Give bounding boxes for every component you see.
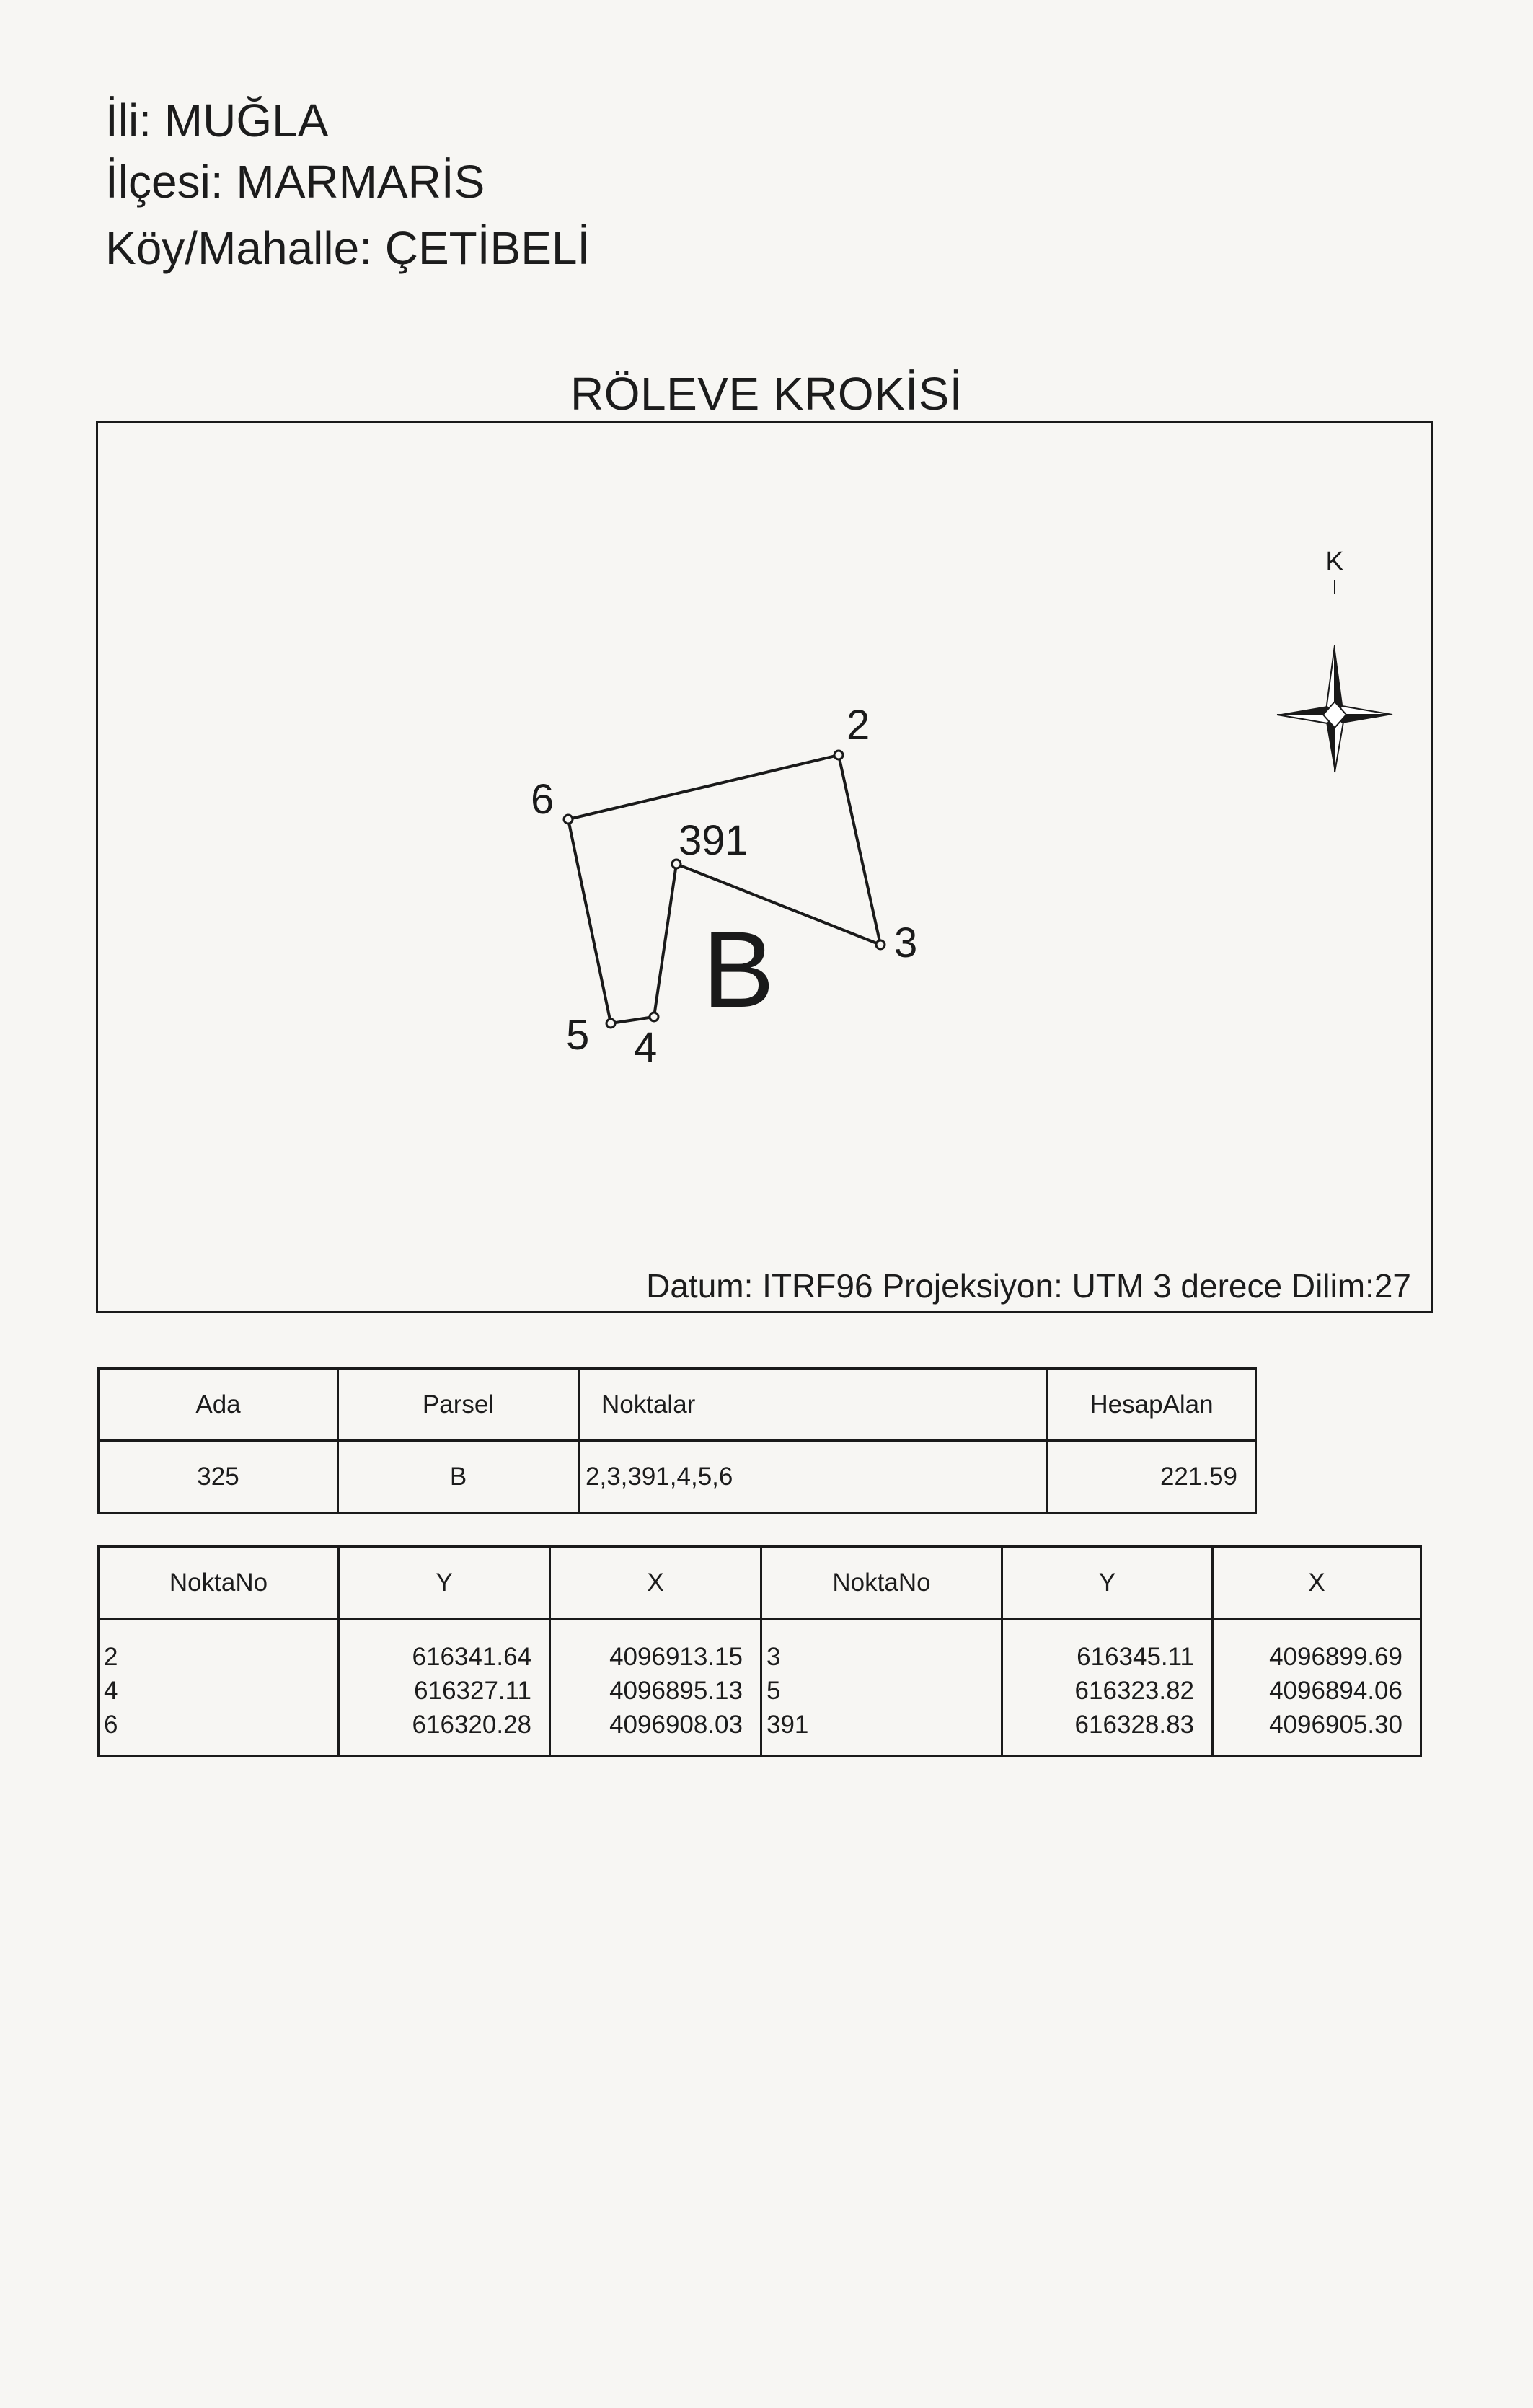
value-noktalar: 2,3,391,4,5,6 (579, 1441, 1048, 1513)
table-cell: 616323.82 (1074, 1677, 1194, 1705)
coordinate-table (97, 1545, 1422, 1757)
header-noktalar: Noktalar (579, 1369, 1048, 1441)
table-cell: 4096895.13 (609, 1677, 743, 1705)
district-line: İlçesi: MARMARİS (105, 156, 485, 208)
table-cell: 616341.64 (412, 1643, 531, 1671)
sketch-title: RÖLEVE KROKİSİ (570, 368, 963, 420)
table-cell: 5 (766, 1677, 781, 1705)
noktano-right-column (761, 1619, 1002, 1756)
y-right-column (1002, 1619, 1213, 1756)
header-y-right: Y (1002, 1547, 1213, 1619)
table-cell: 616327.11 (414, 1677, 531, 1705)
coordinate-table-header-row (99, 1547, 1421, 1619)
point-label-3: 3 (894, 919, 918, 966)
north-label: K (1325, 547, 1344, 577)
point-label-4: 4 (634, 1024, 658, 1071)
table-cell: 616320.28 (412, 1711, 531, 1739)
table-cell: 391 (766, 1711, 809, 1739)
parcel-table-row (99, 1441, 1256, 1513)
datum-note: Datum: ITRF96 Projeksiyon: UTM 3 derece Dilim:27 (646, 1267, 1411, 1305)
header-y-left: Y (339, 1547, 550, 1619)
point-marker-3 (876, 940, 885, 949)
x-left-column (550, 1619, 761, 1756)
sketch-frame (96, 421, 1433, 1313)
table-cell: 4096908.03 (609, 1711, 743, 1739)
village-line: Köy/Mahalle: ÇETİBELİ (105, 222, 591, 274)
point-marker-2 (834, 751, 843, 759)
table-cell: 4096899.69 (1269, 1643, 1402, 1671)
point-marker-4 (650, 1013, 658, 1021)
north-arrow-icon (1277, 547, 1392, 772)
point-label-2: 2 (847, 702, 870, 749)
header-noktano-left: NoktaNo (99, 1547, 339, 1619)
value-ada: 325 (99, 1441, 338, 1513)
table-cell: 616328.83 (1074, 1711, 1194, 1739)
table-cell: 3 (766, 1643, 781, 1671)
table-cell: 616345.11 (1077, 1643, 1194, 1671)
header-parsel: Parsel (338, 1369, 579, 1441)
table-cell: 4096894.06 (1269, 1677, 1402, 1705)
parcel-table (97, 1367, 1257, 1514)
point-label-5: 5 (566, 1012, 590, 1059)
point-label-391: 391 (679, 817, 748, 864)
table-cell: 4096905.30 (1269, 1711, 1402, 1739)
table-cell: 4096913.15 (609, 1643, 743, 1671)
parcel-sketch (98, 423, 1431, 1311)
province-line: İli: MUĞLA (105, 94, 329, 146)
coordinate-table-body (99, 1619, 1421, 1756)
value-parsel: B (338, 1441, 579, 1513)
point-label-6: 6 (531, 776, 555, 823)
header-x-right: X (1213, 1547, 1421, 1619)
table-cell: 4 (104, 1677, 118, 1705)
header-hesapalan: HesapAlan (1048, 1369, 1256, 1441)
value-hesapalan: 221.59 (1048, 1441, 1256, 1513)
parcel-table-header-row (99, 1369, 1256, 1441)
point-marker-5 (606, 1019, 615, 1028)
point-marker-6 (564, 815, 573, 824)
y-left-column (339, 1619, 550, 1756)
table-cell: 6 (104, 1711, 118, 1739)
parcel-letter: B (702, 909, 775, 1030)
x-right-column (1213, 1619, 1421, 1756)
noktano-left-column (99, 1619, 339, 1756)
table-cell: 2 (104, 1643, 118, 1671)
header-ada: Ada (99, 1369, 338, 1441)
header-x-left: X (550, 1547, 761, 1619)
header-noktano-right: NoktaNo (761, 1547, 1002, 1619)
